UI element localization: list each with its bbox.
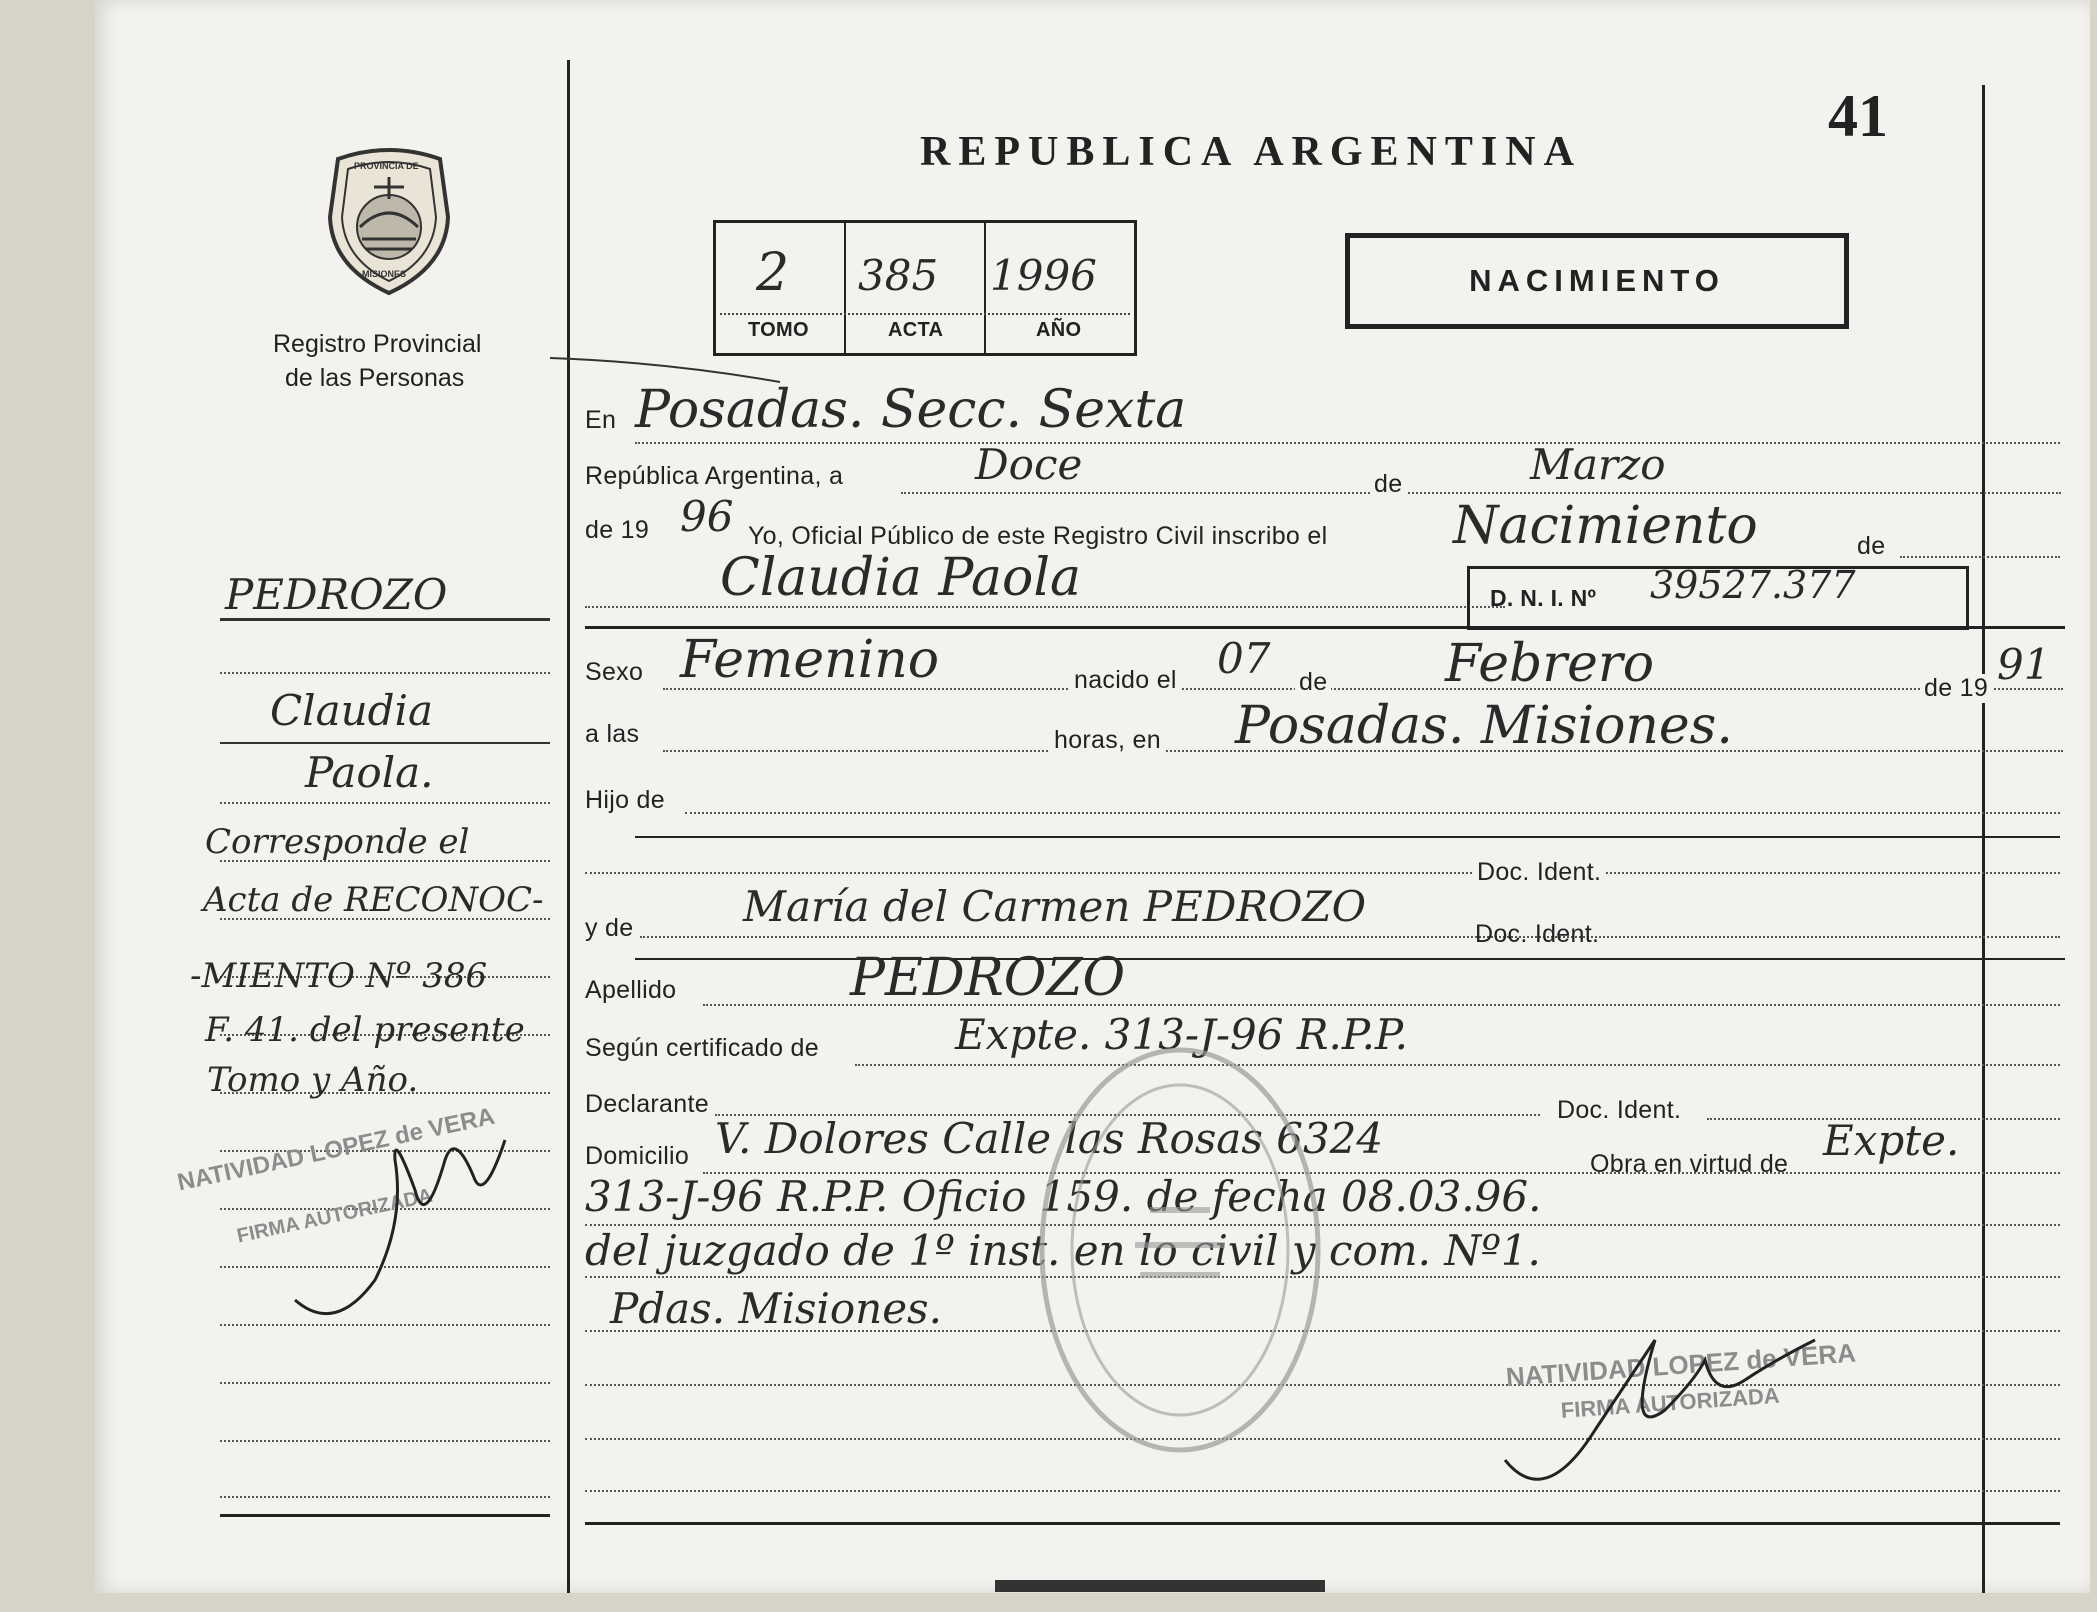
- hw-mes: Marzo: [1530, 440, 1666, 489]
- label-sexo: Sexo: [585, 658, 644, 686]
- hw-dia: Doce: [975, 440, 1083, 489]
- label-de: de: [1370, 470, 1406, 499]
- label-nacido: nacido el: [1070, 666, 1181, 695]
- label-hijo-de: Hijo de: [585, 786, 665, 814]
- margin-note-7: F. 41. del presente: [205, 1010, 525, 1050]
- hw-dni: 39527.377: [1650, 563, 1856, 607]
- record-type-box: [1345, 233, 1849, 329]
- label-doc-ident-3: Doc. Ident.: [1557, 1096, 1682, 1124]
- page-number: 41: [1828, 83, 1888, 149]
- hw-obra-3: del juzgado de 1º inst. en lo civil y com. Nº1.: [585, 1226, 1541, 1275]
- label-doc-ident: Doc. Ident.: [1473, 858, 1605, 887]
- acta-value: 385: [858, 251, 939, 300]
- country-title: REPUBLICA ARGENTINA: [920, 129, 1582, 175]
- stamp-name: NATIVIDAD LOPEZ de VERA: [1505, 1337, 1857, 1392]
- seal-top-text: PROVINCIA DE: [354, 161, 419, 171]
- label-horas: horas, en: [1050, 726, 1165, 755]
- hw-obra-1: Expte.: [1823, 1116, 1960, 1165]
- hw-lugar: Posadas. Secc. Sexta: [635, 380, 1187, 440]
- margin-note-6: -MIENTO Nº 386: [190, 956, 488, 996]
- stamp-role: FIRMA AUTORIZADA: [1560, 1382, 1781, 1423]
- ano-value: 1996: [990, 251, 1097, 300]
- margin-note-4: Corresponde el: [205, 822, 470, 862]
- margin-stamp-role: FIRMA AUTORIZADA: [235, 1184, 435, 1248]
- label-de-19b: de 19: [1920, 674, 1992, 703]
- label-doc-ident-2: Doc. Ident.: [1475, 920, 1600, 948]
- label-apellido: Apellido: [585, 976, 677, 1004]
- margin-divider: [567, 60, 570, 1593]
- hw-domicilio: V. Dolores Calle las Rosas 6324: [715, 1114, 1384, 1163]
- margin-note-2: Claudia: [270, 686, 434, 735]
- certificate-page: [95, 0, 2090, 1593]
- registry-line-2: de las Personas: [285, 364, 465, 392]
- record-type-label: NACIMIENTO: [1469, 263, 1725, 298]
- label-declarante: Declarante: [585, 1090, 709, 1118]
- margin-stamp-name: NATIVIDAD LOPEZ de VERA: [175, 1102, 498, 1197]
- hw-obra-4: Pdas. Misiones.: [610, 1284, 942, 1333]
- margin-signature: [275, 1100, 515, 1340]
- margin-note-5: Acta de RECONOC-: [203, 880, 544, 920]
- registry-line-1: Registro Provincial: [273, 330, 482, 358]
- label-segun: Según certificado de: [585, 1034, 819, 1062]
- hw-madre: María del Carmen PEDROZO: [743, 882, 1367, 931]
- official-signature: [1495, 1280, 1825, 1520]
- hw-obra-2: 313-J-96 R.P.P. Oficio 159. de fecha 08.03.96.: [585, 1172, 1542, 1221]
- label-y-de: y de: [585, 914, 634, 942]
- hw-dia-nac: 07: [1217, 634, 1271, 683]
- tomo-value: 2: [756, 243, 790, 303]
- label-de-19: de 19: [585, 516, 650, 544]
- registry-round-seal: [1030, 1040, 1330, 1460]
- right-border: [1982, 85, 1985, 1593]
- hw-nombre: Claudia Paola: [720, 548, 1081, 608]
- label-de-end: de: [1857, 532, 1886, 560]
- label-republica: República Argentina, a: [585, 462, 844, 490]
- hw-apellido: PEDROZO: [850, 948, 1126, 1008]
- seal-bottom-text: MISIONES: [362, 269, 407, 279]
- hw-anio-nac: 91: [1997, 640, 2051, 689]
- dni-box: [1467, 563, 1969, 630]
- acta-label: ACTA: [888, 319, 944, 341]
- hw-certificado: Expte. 313-J-96 R.P.P.: [955, 1010, 1409, 1059]
- hw-sexo: Femenino: [680, 630, 940, 690]
- label-a-las: a las: [585, 720, 640, 748]
- label-de-mid: de: [1295, 668, 1331, 697]
- margin-note-8: Tomo y Año.: [207, 1060, 419, 1100]
- hw-lugar-nac: Posadas. Misiones.: [1235, 696, 1733, 756]
- label-dni: D. N. I. Nº: [1490, 585, 1597, 611]
- label-domicilio: Domicilio: [585, 1142, 690, 1170]
- label-obra: Obra en virtud de: [1590, 1150, 1789, 1178]
- tomo-label: TOMO: [748, 319, 809, 341]
- margin-note-1: PEDROZO: [225, 570, 448, 619]
- label-en: En: [585, 406, 617, 434]
- record-number-box: [713, 220, 1137, 356]
- margin-note-3: Paola.: [305, 748, 434, 797]
- hw-anio-registro: 96: [680, 492, 734, 541]
- hw-acto: Nacimiento: [1453, 496, 1758, 556]
- provincial-seal: [318, 147, 460, 297]
- ano-label: AÑO: [1036, 319, 1082, 341]
- hw-mes-nac: Febrero: [1445, 634, 1655, 694]
- label-yo: Yo, Oficial Público de este Registro Civil inscribo el: [748, 522, 1328, 550]
